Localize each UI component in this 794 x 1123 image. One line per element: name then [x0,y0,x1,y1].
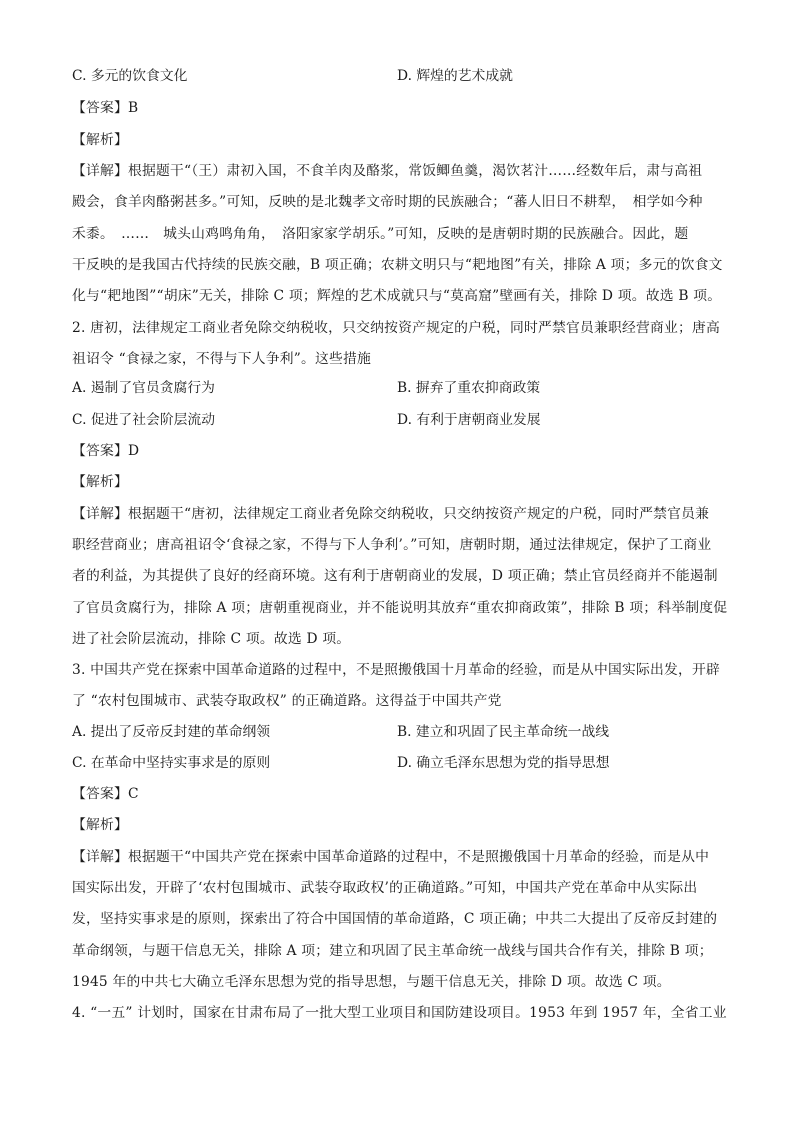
q2-stem-line: 2. 唐初，法律规定工商业者免除交纳税收，只交纳按资产规定的户税，同时严禁官员兼职经营商业；唐高 [72,320,721,336]
q3-detail-line: 发，坚持实事求是的原则，探索出了符合中国国情的革命道路，C 项正确；中共二大提出了反帝反封建的 [72,911,718,927]
q3-detail-line: 革命纲领，与题干信息无关，排除 A 项；建立和巩固了民主革命统一战线与国共合作有关，排除 B 项； [72,943,713,959]
q3-detail-line: 国实际出发，开辟了‘农村包围城市、武装夺取政权’的正确道路。”可知，中国共产党在革命中从实际出 [72,880,698,896]
q2-option-c: C. 促进了社会阶层流动 [72,412,216,428]
q2-option-b: B. 摒弃了重农抑商政策 [397,380,541,396]
q2-answer: 【答案】D [72,443,140,459]
q3-detail-line: 【详解】根据题干“中国共产党在探索中国革命道路的过程中，不是照搬俄国十月革命的经验，而是从中 [72,849,710,865]
q1-detail-line: 殿会，食羊肉酪粥甚多。”可知，反映的是北魏孝文帝时期的民族融合；“蕃人旧日不耕犁， 相学如今种 [72,194,703,210]
q1-detail-line: 干反映的是我国古代持续的民族交融，B 项正确；农耕文明只与“耙地图”有关，排除 A 项；多元的饮食文 [72,257,723,273]
q2-detail-line: 者的利益，为其提供了良好的经商环境。这有利于唐朝商业的发展，D 项正确；禁止官员经商并不能遏制 [72,568,718,584]
q1-detail-line: 化与“耙地图”“胡床”无关，排除 C 项；辉煌的艺术成就只与“莫高窟”壁画有关，排除 D 项。故选 B 项。 [72,288,722,304]
q4-stem-line: 4. “一五” 计划时，国家在甘肃布局了一批大型工业项目和国防建设项目。1953 年到 1957 年，全省工业 [72,1005,727,1021]
q3-option-a: A. 提出了反帝反封建的革命纲领 [72,724,271,740]
q1-option-d: D. 辉煌的艺术成就 [397,68,513,84]
q3-stem-line: 了 “农村包围城市、武装夺取政权” 的正确道路。这得益于中国共产党 [72,693,502,709]
q3-detail-line: 1945 年的中共七大确立毛泽东思想为党的指导思想，与题干信息无关，排除 D 项。故选 C 项。 [72,974,671,990]
q1-detail-line: 禾黍。 …… 城头山鸡鸣角角， 洛阳家家学胡乐。”可知，反映的是唐朝时期的民族融合。因此，题 [72,226,689,242]
q2-detail-line: 进了社会阶层流动，排除 C 项。故选 D 项。 [72,631,351,647]
q2-option-d: D. 有利于唐朝商业发展 [397,412,541,428]
q2-detail-line: 职经营商业；唐高祖诏令‘食禄之家，不得与下人争利’。”可知，唐朝时期，通过法律规定，保护了工商业 [72,537,712,553]
q1-answer: 【答案】B [72,100,139,116]
q2-stem-line: 祖诏令 “食禄之家，不得与下人争利”。这些措施 [72,351,372,367]
q3-option-c: C. 在革命中坚持实事求是的原则 [72,755,271,771]
q1-option-c: C. 多元的饮食文化 [72,68,188,84]
q3-analysis-label: 【解析】 [72,817,128,833]
q1-analysis-label: 【解析】 [72,132,128,148]
q3-stem-line: 3. 中国共产党在探索中国革命道路的过程中，不是照搬俄国十月革命的经验，而是从中国实际出发，开辟 [72,662,721,678]
q2-option-a: A. 遏制了官员贪腐行为 [72,380,215,396]
q2-detail-line: 了官员贪腐行为，排除 A 项；唐朝重视商业，并不能说明其放弃“重农抑商政策”，排除 B 项；科举制度促 [72,600,728,616]
q3-option-d: D. 确立毛泽东思想为党的指导思想 [397,755,610,771]
q2-analysis-label: 【解析】 [72,474,128,490]
q3-option-b: B. 建立和巩固了民主革命统一战线 [397,724,610,740]
q2-detail-line: 【详解】根据题干“唐初，法律规定工商业者免除交纳税收，只交纳按资产规定的户税，同时严禁官员兼 [72,506,710,522]
q3-answer: 【答案】C [72,786,139,802]
q1-detail-line: 【详解】根据题干“（王）肃初入国，不食羊肉及酪浆，常饭鲫鱼羹，渴饮茗汁……经数年后，肃与高祖 [72,163,703,179]
